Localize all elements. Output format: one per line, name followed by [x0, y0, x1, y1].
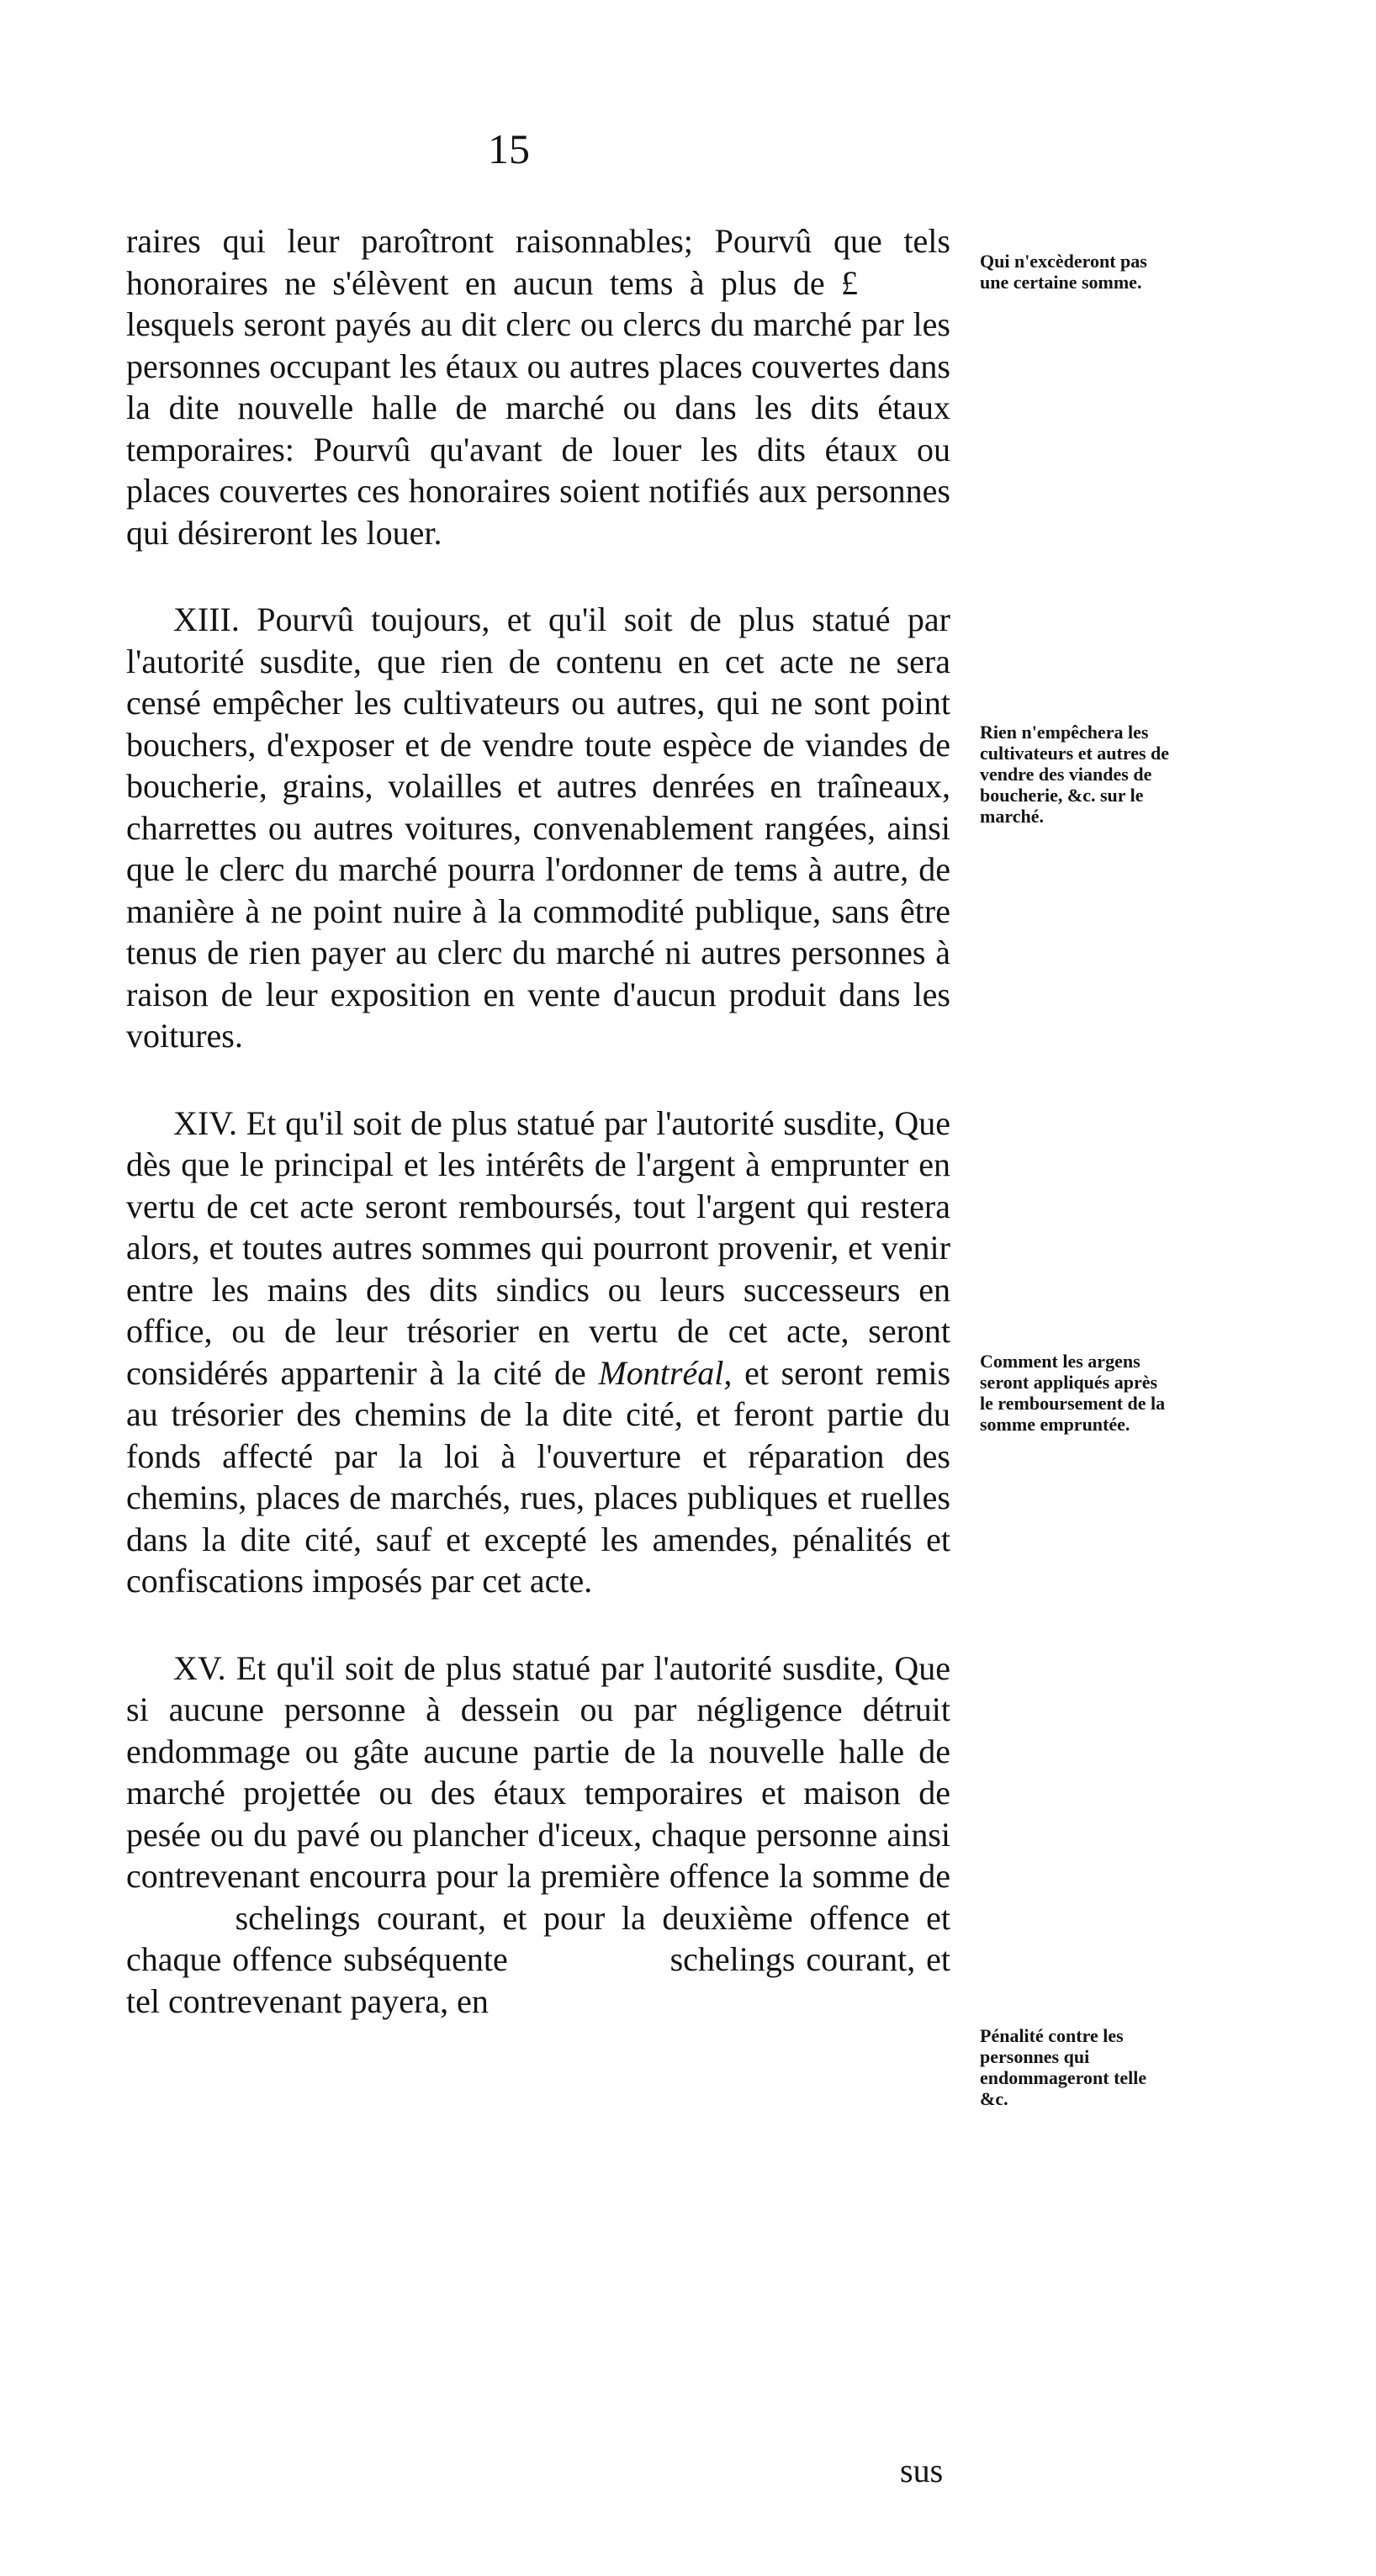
city-name-italic: Montréal,: [598, 1353, 733, 1392]
paragraph-3-part-b: et seront remis au trésorier des chemins de la dite cité, et feront partie du fonds affecté par la loi à l'ouverture et réparation des chemins, places de marchés, rues, places publiques et ruelles dans la dite cité, sauf et excepté les amendes, pénalités et confiscations imposés par cet acte.: [126, 1353, 951, 1600]
paragraph-3-part-a: XIV. Et qu'il soit de plus statué par l'autorité susdite, Que dès que le principal et les intérêts de l'argent à emprunter en vertu de cet acte seront remboursés, tout l'argent qui restera alors, et toutes autres sommes qui pourront provenir, et venir entre les mains des dits sindics ou leurs successeurs en office, ou de leur trésorier en vertu de cet acte, seront considérés appartenir à la cité de: [126, 1103, 950, 1392]
paragraph-1-part-a: raires qui leur paroîtront raisonnables; Pourvû que tels honoraires ne s'élèvent en aucun tems à plus de £: [126, 222, 950, 302]
main-text-column: [126, 220, 950, 2022]
margin-note-4: Pénalité contre les personnes qui endommageront telle &c.: [980, 2025, 1147, 2109]
paragraph-4-part-b: schelings courant, et pour la deuxième offence et chaque offence subséquente: [126, 1898, 950, 1978]
paragraph-section-xiii: XIII. Pourvû toujours, et qu'il soit de plus statué par l'autorité susdite, que rien de contenu en cet acte ne sera censé empêcher les cultivateurs ou autres, qui ne sont point bouchers, d'exposer et de vendre toute espèce de viandes de boucherie, grains, volailles et autres denrées en traîneaux, charrettes ou autres voitures, convenablement rangées, ainsi que le clerc du marché pourra l'ordonner de tems à autre, de manière à ne point nuire à la commodité publique, sans être tenus de rien payer au clerc du marché ni autres personnes à raison de leur exposition en vente d'aucun produit dans les voitures.: [126, 600, 950, 1055]
catchword: sus: [900, 2452, 944, 2489]
margin-note-1: Qui n'excèderont pas une certaine somme.: [980, 251, 1147, 293]
paragraph-4-part-a: XV. Et qu'il soit de plus statué par l'autorité susdite, Que si aucune personne à dessein ou par négligence détruit endommage ou gâte aucune partie de la nouvelle halle de marché projettée ou des étaux temporaires et maison de pesée ou du pavé ou plancher d'iceux, chaque personne ainsi contrevenant encourra pour la première offence la somme de: [126, 1648, 950, 1895]
page-number: 15: [488, 125, 530, 172]
paragraph-section-xv: [126, 1648, 950, 2023]
paragraph-1-part-b: lesquels seront payés au dit clerc ou clercs du marché par les personnes occupant les étaux ou autres places couvertes dans la dite nouvelle halle de marché ou dans les dits étaux temporaires: Pourvû qu'avant de louer les dits étaux ou places couvertes ces honoraires soient notifiés aux personnes qui désireront les louer.: [126, 305, 950, 552]
paragraph-section-xiv: [126, 1103, 950, 1602]
paragraph-continuation: [126, 220, 950, 553]
margin-note-3: Comment les argens seront appliqués après le remboursement de la somme empruntée.: [980, 1351, 1166, 1435]
paragraph-4-part-c: schelings courant, et tel contrevenant payera, en: [126, 1940, 950, 2020]
margin-note-2: Rien n'empêchera les cultivateurs et autres de vendre des viandes de boucherie, &c. sur le marché.: [980, 722, 1170, 827]
